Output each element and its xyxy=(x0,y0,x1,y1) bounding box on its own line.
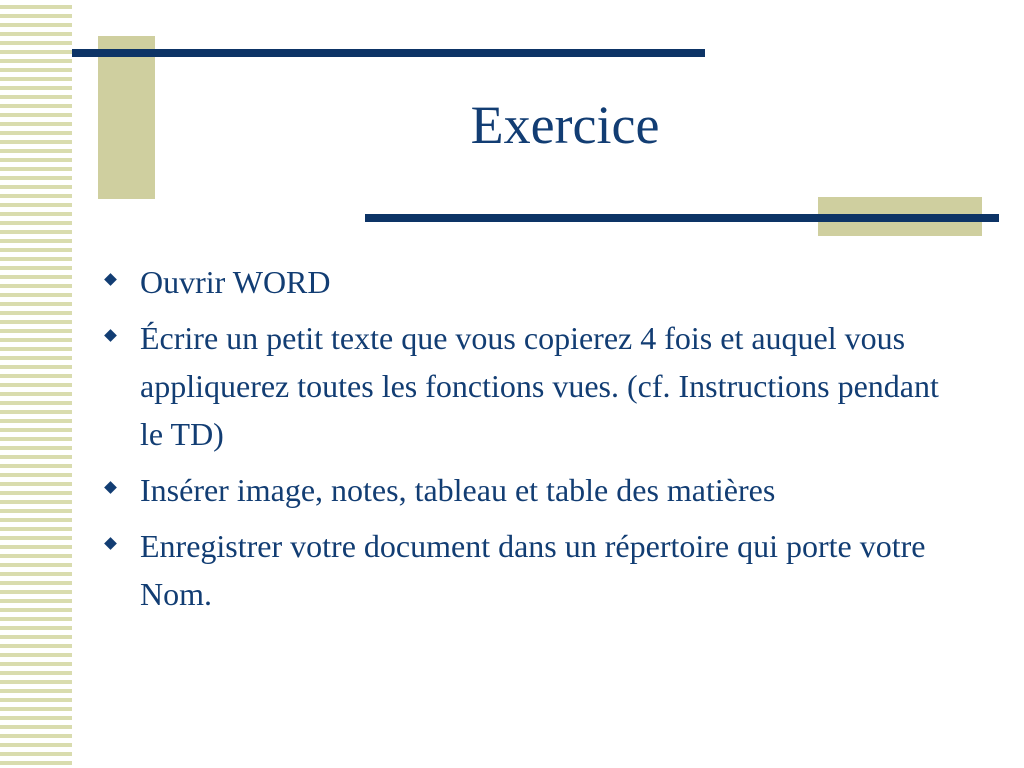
diamond-bullet-icon xyxy=(104,273,117,286)
bullet-item xyxy=(106,314,956,458)
diamond-bullet-icon xyxy=(104,329,117,342)
diamond-bullet-icon xyxy=(104,481,117,494)
bullet-text: Ouvrir WORD xyxy=(140,264,331,300)
bullet-item xyxy=(106,522,956,618)
decorative-stripe-band xyxy=(0,0,72,768)
slide-title: Exercice xyxy=(470,95,660,155)
bullet-list xyxy=(106,258,956,626)
bullet-item xyxy=(106,258,956,306)
title-top-rule xyxy=(72,49,705,57)
decorative-accent-block-left xyxy=(98,36,155,199)
diamond-bullet-icon xyxy=(104,537,117,550)
bullet-text: Insérer image, notes, tableau et table des matières xyxy=(140,472,776,508)
bullet-item xyxy=(106,466,956,514)
title-bottom-rule xyxy=(365,214,999,222)
bullet-text: Écrire un petit texte que vous copierez 4 fois et auquel vous appliquerez toutes les fonctions vues. (cf. Instructions pendant le TD) xyxy=(140,320,939,452)
bullet-text: Enregistrer votre document dans un répertoire qui porte votre Nom. xyxy=(140,528,926,612)
